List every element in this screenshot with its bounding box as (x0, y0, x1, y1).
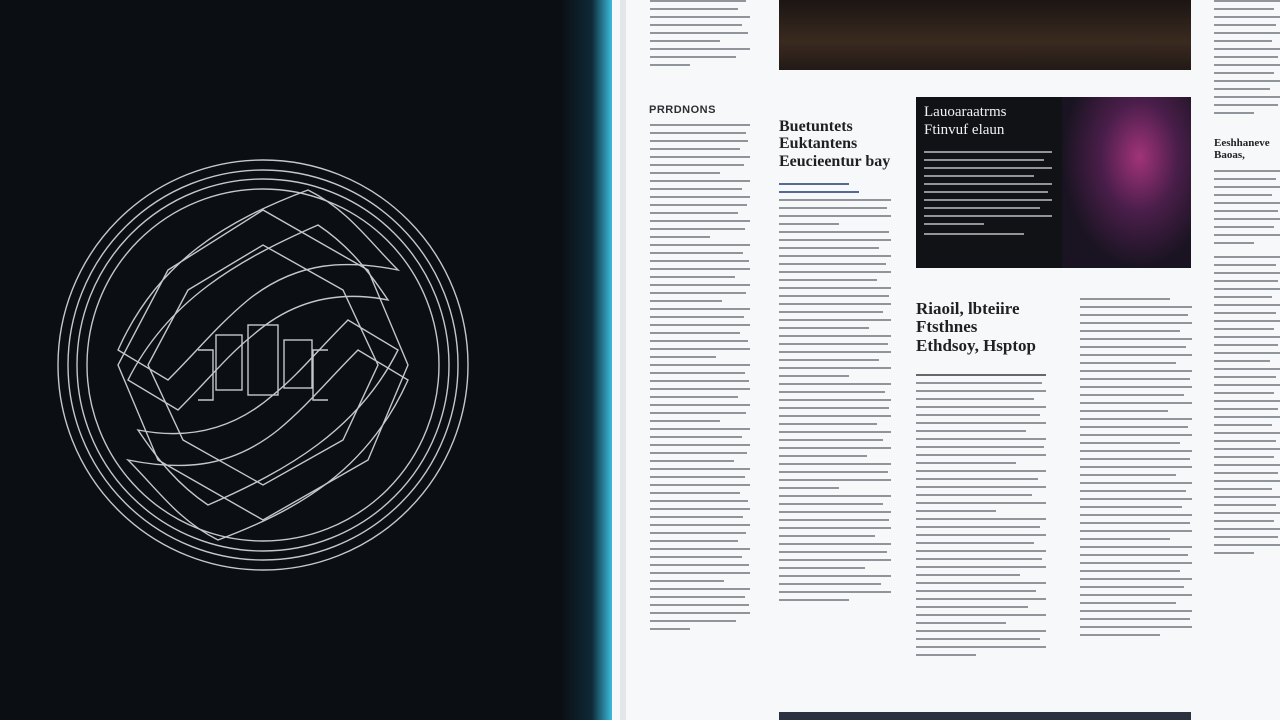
feature-text-panel (916, 97, 1062, 268)
lower-headline-line-3: Ethdsoy, Hsptop (916, 335, 1036, 355)
mid-headline-block (779, 118, 899, 170)
top-photo (779, 0, 1191, 70)
lower-column-body-text (916, 374, 1046, 662)
mid-headline-line-2: Euktantens (779, 135, 858, 153)
column-1-body-text (650, 124, 750, 636)
far-right-kicker-line-1: Eeshhaneve (1214, 137, 1270, 149)
far-right-column-body-text (1214, 170, 1280, 560)
page-edge (620, 0, 626, 720)
column-1-top-text (650, 0, 750, 72)
feature-title-line-1: Lauoaraatrms (924, 104, 1007, 120)
mid-headline-line-3: Eeucieentur bay (779, 152, 891, 170)
concentric-emblem-icon (48, 150, 478, 580)
cyan-glow-edge (560, 0, 618, 720)
lower-headline-line-2: Ftsthnes (916, 317, 978, 337)
bottom-photo-strip (779, 712, 1191, 720)
feature-photo (1062, 97, 1191, 268)
far-right-kicker-line-2: Baoas, (1214, 148, 1245, 161)
right-inner-column-text (1080, 298, 1192, 642)
far-right-kicker-block (1214, 138, 1280, 162)
lower-headline-line-1: Riaoil, lbteiire (916, 299, 1020, 318)
feature-box (916, 97, 1191, 268)
mid-headline-line-1: Buetuntets (779, 118, 853, 135)
feature-title-line-2: Ftinvuf elaun (924, 121, 1005, 138)
mid-column-body-text (779, 183, 891, 607)
column-1-kicker: PRRDNONS (649, 104, 716, 116)
far-right-column-top-text (1214, 0, 1280, 120)
lower-headline-block (916, 300, 1066, 355)
